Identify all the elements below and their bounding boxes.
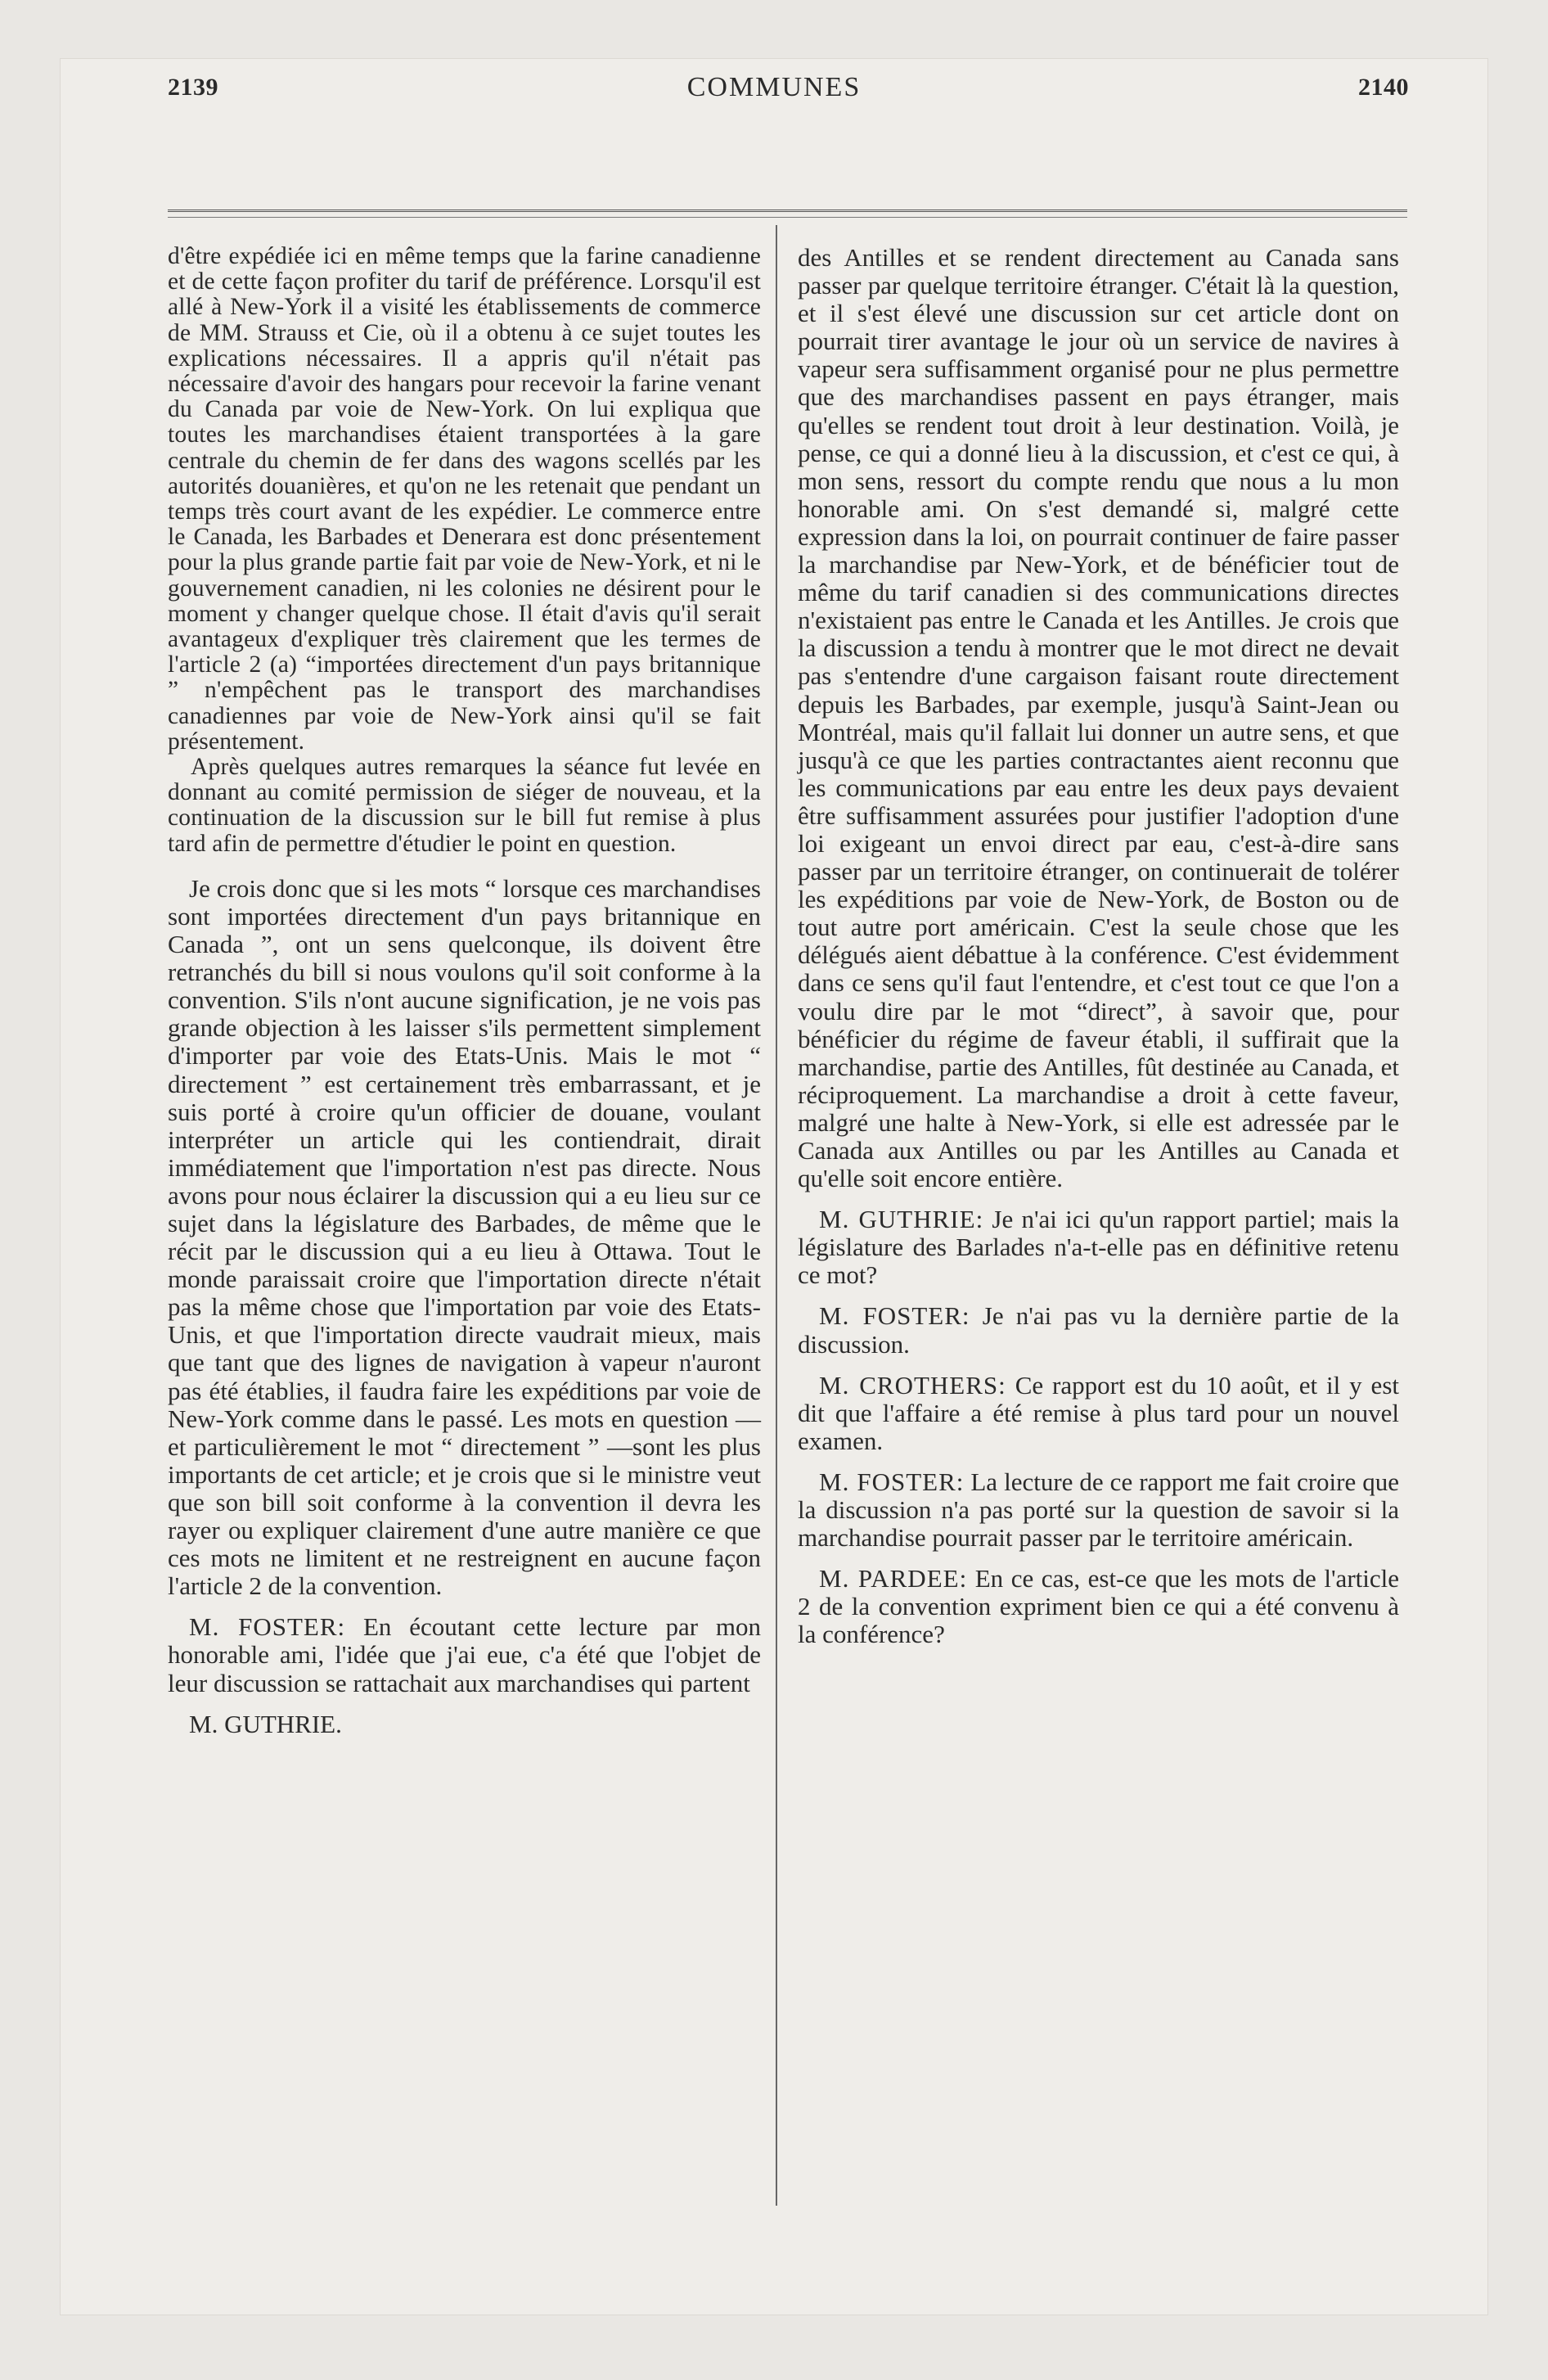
left-column: [168, 244, 761, 1738]
speaker-label: M. CROTHERS:: [819, 1370, 1006, 1400]
speaker-label: M. PARDEE:: [819, 1564, 968, 1593]
speech-paragraph: [798, 1372, 1399, 1455]
speech-text: La lecture de ce rapport me fait croire que la discussion n'a pas porté sur la question de savoir si la marchandise pourrait passer par le territoire américain.: [798, 1467, 1399, 1553]
running-title: COMMUNES: [686, 72, 862, 102]
speech-block: [168, 875, 761, 1738]
speaker-label: M. FOSTER:: [819, 1301, 970, 1331]
column-divider: [776, 225, 777, 2206]
speech-paragraph: Je crois donc que si les mots “ lorsque ces marchandises sont importées directement d'un pays britannique en Canada ”, ont un sens quelconque, ils doivent être retranchés du bill si nous voulons qu'il soit conforme à la convention. S'ils n'ont aucune signification, je ne vois pas grande objection à les laisser s'ils permettent simplement d'importer par voie des Etats-Unis. Mais le mot “ directement ” est certainement très embarrassant, et je suis porté à croire qu'un officier de douane, voulant interpréter un article qui les contiendrait, dirait immédiatement que l'importation n'est pas directe. Nous avons pour nous éclairer la discussion qui a eu lieu sur ce sujet dans la législature des Barbades, de même que le récit par le discussion qui a eu lieu à Ottawa. Tout le monde paraissait croire que l'importation directe n'était pas la même chose que l'importation par voie des Etats-Unis, et que l'importation directe vaudrait mieux, mais que tant que des lignes de navigation à vapeur n'auront pas été établies, il faudra faire les expéditions par voie de New-York comme dans le passé. Les mots en question —et particulièrement le mot “ directement ” —sont les plus importants de cet article; et je crois que si le ministre veut que son bill soit conforme à la convention il devra les rayer ou expliquer clairement d'une autre manière ce que ces mots ne limitent et ne restreignent en aucune façon l'article 2 de la convention.: [168, 873, 761, 1601]
speech-text: Ce rapport est du 10 août, et il y est dit que l'affaire a été remise à plus tard pour un nouvel examen.: [798, 1370, 1399, 1455]
report-paragraph: Après quelques autres remarques la séance fut levée en donnant au comité permission de siéger de nouveau, et la continuation de la discussion sur le bill fut remise à plus tard afin de permettre d'étudier le point en question.: [168, 754, 761, 857]
speech-text: Je n'ai pas vu la dernière partie de la discussion.: [798, 1301, 1399, 1359]
header-rule-thin: [168, 217, 1407, 218]
speech-paragraph: [798, 1468, 1399, 1552]
right-column: [798, 244, 1399, 1649]
page-number-left: 2139: [168, 74, 218, 101]
speech-paragraph: [168, 1613, 761, 1697]
header-rule: [168, 210, 1407, 212]
speaker-label: M. GUTHRIE:: [819, 1205, 984, 1234]
page-number-right: 2140: [1358, 74, 1409, 101]
speech-block: [798, 244, 1399, 1649]
footer-speaker: M. GUTHRIE.: [189, 1709, 342, 1738]
speech-text: Je n'ai ici qu'un rapport partiel; mais la législature des Barlades n'a-t-elle pas en définitive retenu ce mot?: [798, 1205, 1399, 1290]
report-paragraph: d'être expédiée ici en même temps que la farine canadienne et de cette façon profiter du tarif de préférence. Lorsqu'il est allé à New-York il a visité les établissements de commerce de MM. Strauss et Cie, où il a obtenu à ce sujet toutes les explications nécessaires. Il a appris qu'il n'était pas nécessaire d'avoir des hangars pour recevoir la farine venant du Canada par voie de New-York. On lui expliqua que toutes les marchandises étaient transportées à la gare centrale du chemin de fer dans des wagons scellés par les autorités douanières, et qu'on ne les retenait que pendant un temps très court avant de les expédier. Le commerce entre le Canada, les Barbades et Denerara est donc présentement pour la plus grande partie fait par voie de New-York, et ni le gouvernement canadien, ni les colonies ne désirent pour le moment y changer quelque chose. Il était d'avis qu'il serait avantageux d'expliquer très clairement que les termes de l'article 2 (a) “importées directement d'un pays britannique ” n'empêchent pas le transport des marchandises canadiennes par voie de New-York ainsi qu'il se fait présentement.: [168, 243, 761, 755]
speaker-label: M. FOSTER:: [189, 1612, 346, 1642]
speech-paragraph: [798, 1565, 1399, 1648]
speech-text: En écoutant cette lecture par mon honorable ami, l'idée que j'ai eue, c'a été que l'objet de leur discussion se rattachait aux marchandises qui partent: [168, 1612, 761, 1697]
speech-text: En ce cas, est-ce que les mots de l'article 2 de la convention expriment bien ce qui a été convenu à la conférence?: [798, 1564, 1399, 1649]
speech-paragraph: [798, 1302, 1399, 1358]
speech-paragraph: [798, 1206, 1399, 1289]
speaker-label: M. FOSTER:: [819, 1467, 965, 1496]
speech-paragraph: des Antilles et se rendent directement au Canada sans passer par quelque territoire étranger. C'était là la question, et il s'est élevé une discussion sur cet article dont on pourrait tirer avantage le jour où un service de navires à vapeur sera suffisamment organisé pour ne plus permettre que des marchandises passent en pays étranger, mais qu'elles se rendent tout droit à leur destination. Voilà, je pense, ce qui a donné lieu à la discussion, et c'est ce qui, à mon sens, ressort du compte rendu que nous a lu mon honorable ami. On s'est demandé si, malgré cette expression dans la loi, on pourrait continuer de faire passer la marchandise par New-York, et de bénéficier tout de même du tarif canadien si des communications directes n'existaient pas entre le Canada et les Antilles. Je crois que la discussion a tendu à montrer que le mot direct ne devait pas s'entendre d'une cargaison faisant route directement depuis les Barbades, par exemple, jusqu'à Saint-Jean ou Montréal, mais qu'il fallait lui donner un autre sens, et que jusqu'à ce que les parties contractantes aient reconnu que les communications par eau entre les deux pays devaient être suffisamment assurées pour justifier l'adoption d'une loi exigeant un envoi direct par eau, c'est-à-dire sans passer par un territoire étranger, on continuerait de tolérer les expéditions par voie de New-York, de Boston ou de tout autre port américain. C'est la seule chose que les délégués aient débattue à la conférence. C'est évidemment dans ce sens qu'il faut l'entendre, et c'est tout ce que l'on a voulu dire par le mot “direct”, à savoir que, pour bénéficier du régime de faveur établi, il suffirait que la marchandise, partie des Antilles, fût destinée au Canada, et réciproquement. La marchandise a droit à cette faveur, malgré une halte à New-York, si elle est adressée par le Canada aux Antilles ou par les Antilles au Canada et qu'elle soit encore entière.: [798, 243, 1399, 1193]
quoted-report: [168, 244, 761, 857]
